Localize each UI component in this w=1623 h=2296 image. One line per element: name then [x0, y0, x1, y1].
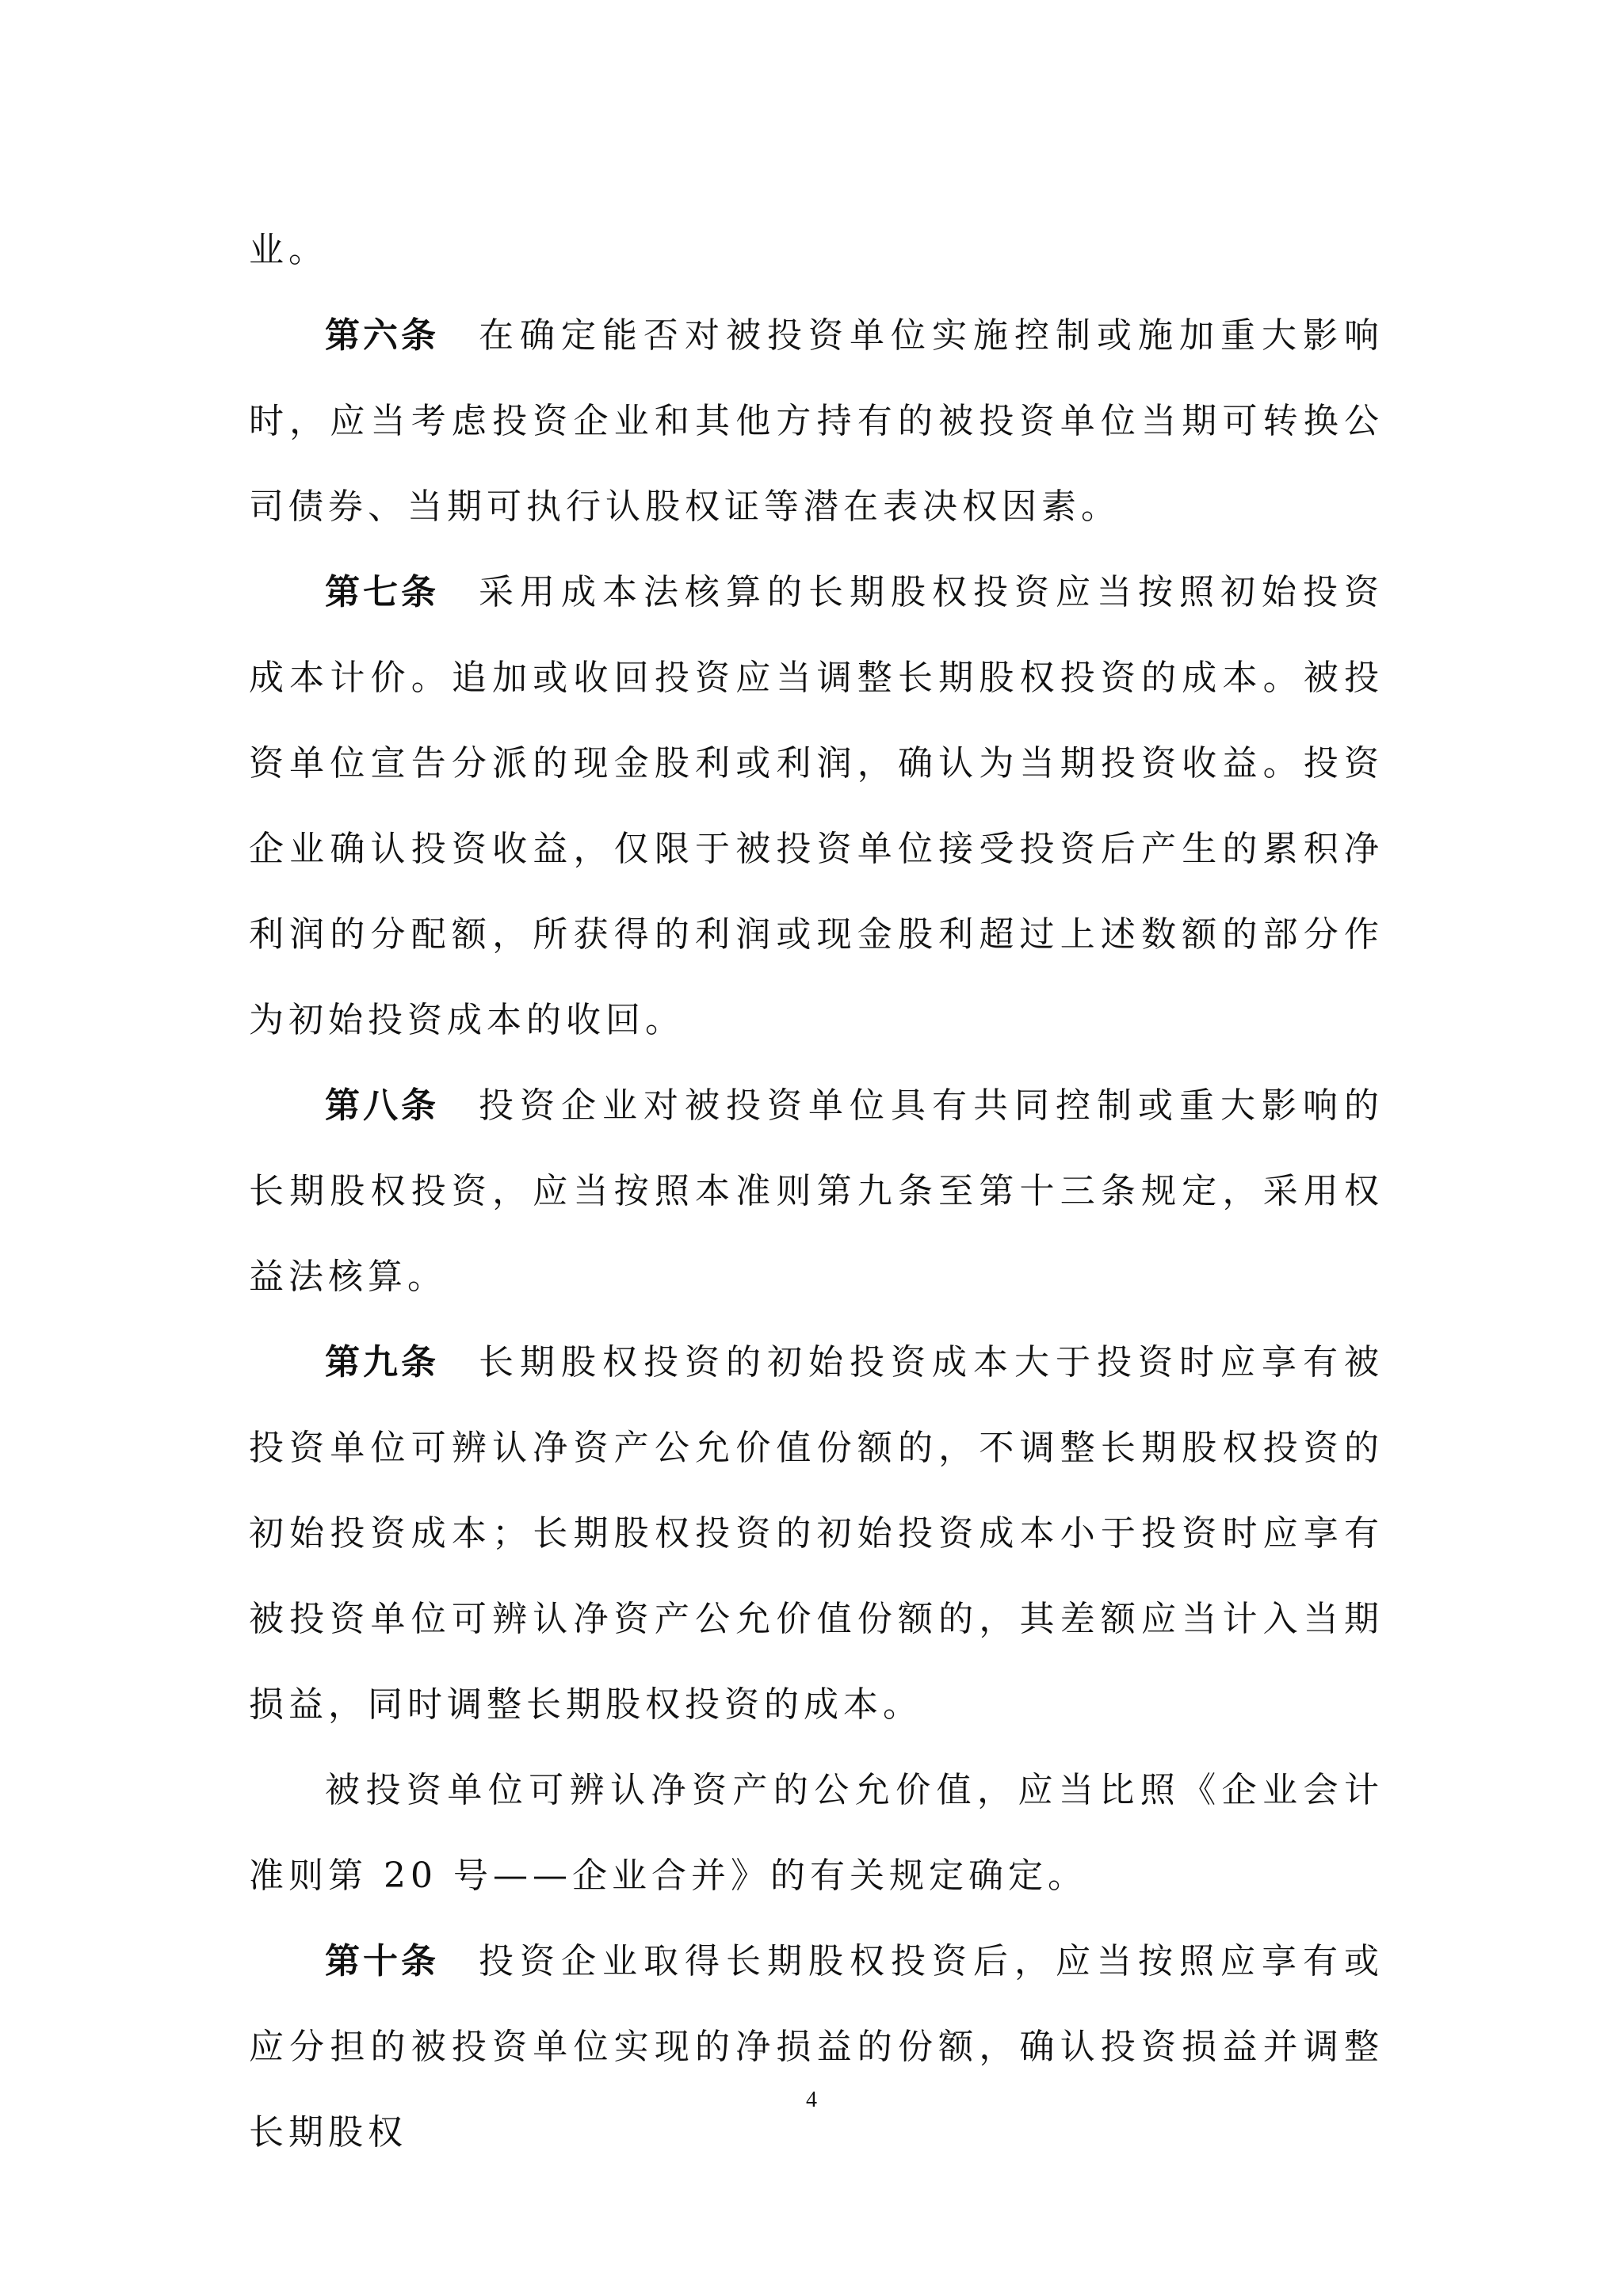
paragraph-article-7	[249, 550, 1384, 1063]
paragraph-article-9-clause	[249, 1748, 1384, 1919]
article-number: 第九条	[325, 1342, 439, 1383]
article-number: 第八条	[325, 1085, 439, 1126]
article-number: 第七条	[325, 572, 439, 612]
paragraph-text: 投资企业对被投资单位具有共同控制或重大影响的长期股权投资，应当按照本准则第九条至第十三条规定，采用权益法核算。	[249, 1085, 1384, 1297]
document-body	[249, 208, 1384, 2176]
paragraph-continuation	[249, 208, 1384, 293]
page-number: 4	[806, 2088, 817, 2112]
paragraph-article-8	[249, 1063, 1384, 1320]
paragraph-article-9	[249, 1320, 1384, 1748]
paragraph-text: 业。	[249, 230, 328, 270]
paragraph-text: 采用成本法核算的长期股权投资应当按照初始投资成本计价。追加或收回投资应当调整长期股权投资的成本。被投资单位宣告分派的现金股利或利润，确认为当期投资收益。投资企业确认投资收益，仅限于被投资单位接受投资后产生的累积净利润的分配额，所获得的利润或现金股利超过上述数额的部分作为初始投资成本的收回。	[249, 572, 1384, 1040]
article-number: 第六条	[325, 315, 439, 356]
paragraph-article-6	[249, 293, 1384, 550]
paragraph-text: 长期股权投资的初始投资成本大于投资时应享有被投资单位可辨认净资产公允价值份额的，不调整长期股权投资的初始投资成本；长期股权投资的初始投资成本小于投资时应享有被投资单位可辨认净资产公允价值份额的，其差额应当计入当期损益，同时调整长期股权投资的成本。	[249, 1342, 1384, 1725]
paragraph-text: 被投资单位可辨认净资产的公允价值，应当比照《企业会计准则第 20 号——企业合并》的有关规定确定。	[249, 1770, 1384, 1896]
article-number: 第十条	[325, 1941, 439, 1981]
paragraph-text: 在确定能否对被投资单位实施控制或施加重大影响时，应当考虑投资企业和其他方持有的被投资单位当期可转换公司债券、当期可执行认股权证等潜在表决权因素。	[249, 315, 1384, 527]
paragraph-text: 投资企业取得长期股权投资后，应当按照应享有或应分担的被投资单位实现的净损益的份额，确认投资损益并调整长期股权	[249, 1941, 1384, 2153]
paragraph-article-10	[249, 1919, 1384, 2176]
